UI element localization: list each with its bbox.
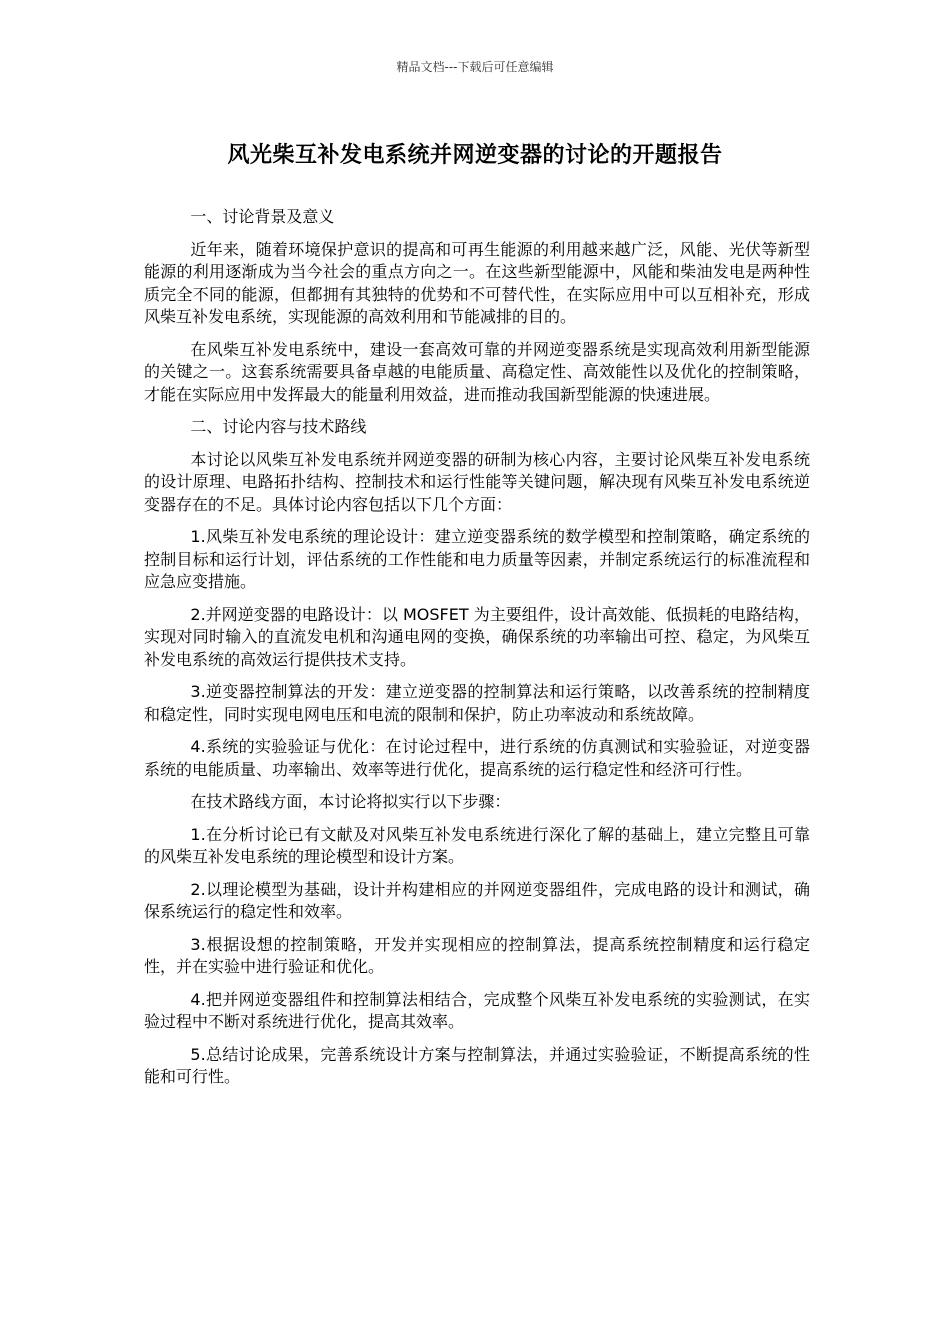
header-note: 精品文档---下载后可任意编辑 [396,60,554,74]
list-item: 4.把并网逆变器组件和控制算法相结合，完成整个风柴互补发电系统的实验测试，在实验过程中不断对系统进行优化，提高其效率。 [144,989,810,1031]
paragraph: 在技术路线方面，本讨论将拟实行以下步骤： [190,792,511,811]
document-title: 风光柴互补发电系统并网逆变器的讨论的开题报告 [227,143,723,168]
list-item: 2.并网逆变器的电路设计：以 MOSFET 为主要组件，设计高效能、低损耗的电路结构，实现对同时输入的直流发电机和沟通电网的变换，确保系统的功率输出可控、稳定，为风柴互补发电系统的高效运行提供技术支持。 [144,604,810,669]
paragraph: 本讨论以风柴互补发电系统并网逆变器的研制为核心内容，主要讨论风柴互补发电系统的设计原理、电路拓扑结构、控制技术和运行性能等关键问题，解决现有风柴互补发电系统逆变器存在的不足。具体讨论内容包括以下几个方面： [144,449,810,514]
list-item: 3.根据设想的控制策略，开发并实现相应的控制算法，提高系统控制精度和运行稳定性，并在实验中进行验证和优化。 [144,934,810,976]
section-heading-background: 一、讨论背景及意义 [190,207,335,226]
list-item: 4.系统的实验验证与优化：在讨论过程中，进行系统的仿真测试和实验验证，对逆变器系统的电能质量、功率输出、效率等进行优化，提高系统的运行稳定性和经济可行性。 [144,737,810,779]
list-item: 5.总结讨论成果，完善系统设计方案与控制算法，并通过实验验证，不断提高系统的性能和可行性。 [144,1044,810,1086]
list-item: 2.以理论模型为基础，设计并构建相应的并网逆变器组件，完成电路的设计和测试，确保系统运行的稳定性和效率。 [144,879,810,921]
list-item: 3.逆变器控制算法的开发：建立逆变器的控制算法和运行策略，以改善系统的控制精度和稳定性，同时实现电网电压和电流的限制和保护，防止功率波动和系统故障。 [144,682,810,724]
list-item: 1.在分析讨论已有文献及对风柴互补发电系统进行深化了解的基础上，建立完整且可靠的风柴互补发电系统的理论模型和设计方案。 [144,824,810,866]
section-heading-content: 二、讨论内容与技术路线 [190,417,367,436]
list-item: 1.风柴互补发电系统的理论设计：建立逆变器系统的数学模型和控制策略，确定系统的控制目标和运行计划，评估系统的工作性能和电力质量等因素，并制定系统运行的标准流程和应急应变措施。 [144,527,810,591]
paragraph: 在风柴互补发电系统中，建设一套高效可靠的并网逆变器系统是实现高效利用新型能源的关键之一。这套系统需要具备卓越的电能质量、高稳定性、高效能性以及优化的控制策略，才能在实际应用中发挥最大的能量利用效益，进而推动我国新型能源的快速进展。 [144,339,810,404]
paragraph: 近年来，随着环境保护意识的提高和可再生能源的利用越来越广泛，风能、光伏等新型能源的利用逐渐成为当今社会的重点方向之一。在这些新型能源中，风能和柴油发电是两种性质完全不同的能源，但都拥有其独特的优势和不可替代性，在实际应用中可以互相补充，形成风柴互补发电系统，实现能源的高效利用和节能减排的目的。 [144,239,810,326]
document-body [144,206,810,1099]
